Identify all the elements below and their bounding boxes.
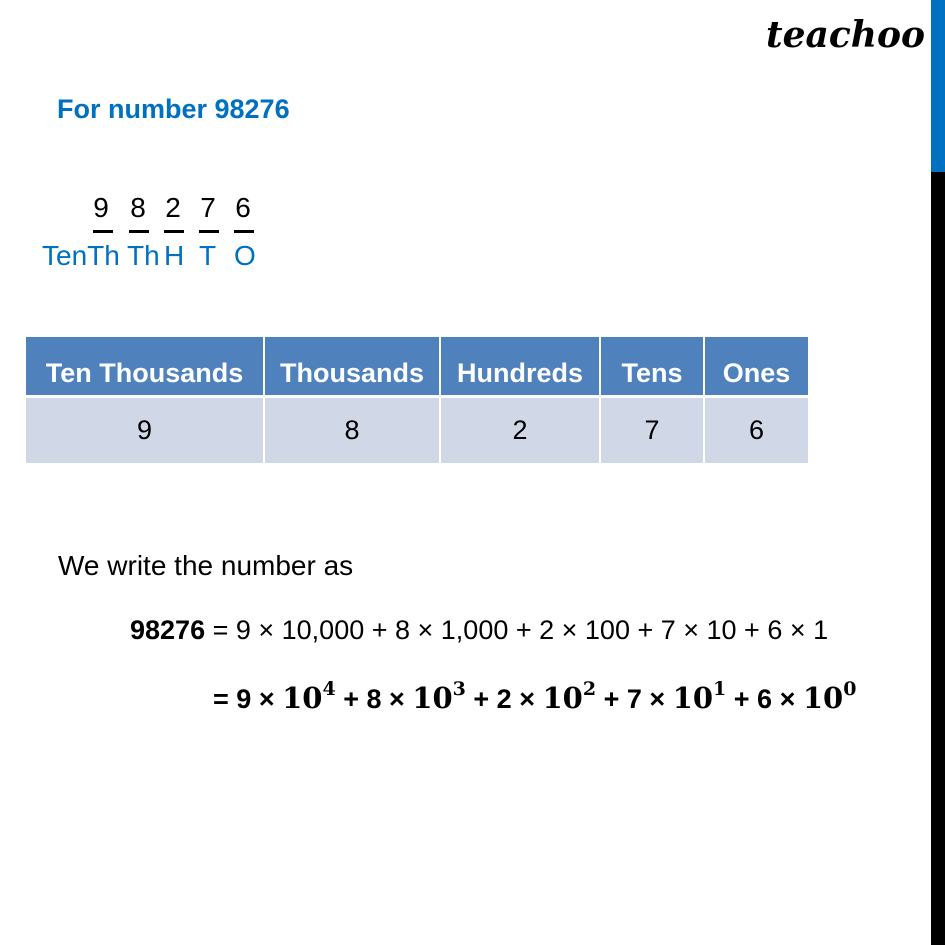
- term-coef: 9: [236, 684, 252, 714]
- power-base: 10: [802, 681, 844, 715]
- table-header-row: [26, 337, 808, 396]
- exponent-form-line: [213, 678, 857, 715]
- place-label-hundreds: H: [164, 240, 185, 271]
- term-coef: 7: [626, 684, 642, 714]
- teachoo-logo: teachoo: [766, 14, 925, 56]
- power-exponent: 4: [322, 678, 336, 701]
- digit-ones: 6: [235, 192, 251, 223]
- header-hundreds: Hundreds: [440, 337, 600, 396]
- cell-tens: 7: [600, 396, 704, 463]
- header-ten-thousands: Ten Thousands: [26, 337, 264, 396]
- power-exponent: 0: [843, 678, 857, 701]
- term-coef: 8: [366, 684, 382, 714]
- term-coef: 2: [496, 684, 512, 714]
- header-thousands: Thousands: [264, 337, 440, 396]
- page-heading: For number 98276: [57, 94, 290, 124]
- power-base: 10: [542, 681, 583, 715]
- place-label-ten-thousands: TenTh: [42, 240, 120, 271]
- power-term: [672, 678, 727, 715]
- underline-dash: [164, 230, 184, 233]
- expanded-form-line: [130, 615, 828, 646]
- expanded-rhs: = 9 × 10,000 + 8 × 1,000 + 2 × 100 + 7 × 10 + 6 × 1: [205, 615, 829, 645]
- power-term: [802, 678, 857, 715]
- side-accent-bar-blue: [931, 0, 945, 172]
- cell-hundreds: 2: [440, 396, 600, 463]
- digit-tens: 7: [200, 192, 216, 223]
- power-exponent: 1: [713, 678, 727, 701]
- plus-sign: +: [465, 684, 497, 714]
- term-coef: 6: [757, 684, 773, 714]
- underline-dash: [129, 230, 149, 233]
- power-exponent: 3: [452, 678, 466, 701]
- underline-dash: [93, 230, 113, 233]
- expanded-number: 98276: [130, 615, 206, 645]
- times-sign: ×: [381, 684, 413, 714]
- plus-sign: +: [596, 684, 627, 714]
- place-label-thousands: Th: [127, 240, 160, 271]
- power-base: 10: [412, 681, 453, 715]
- header-tens: Tens: [600, 337, 704, 396]
- place-value-table: [26, 337, 808, 463]
- times-sign: ×: [511, 684, 543, 714]
- times-sign: ×: [772, 684, 803, 714]
- power-term: [412, 678, 466, 715]
- underline-dash: [199, 230, 219, 233]
- place-label-ones: O: [234, 240, 256, 271]
- power-base: 10: [672, 681, 714, 715]
- times-sign: ×: [251, 684, 283, 714]
- intro-text: We write the number as: [58, 550, 354, 581]
- plus-sign: +: [726, 684, 758, 714]
- power-exponent: 2: [582, 678, 597, 701]
- digit-hundreds: 2: [165, 192, 181, 223]
- side-accent-bar-black: [931, 172, 945, 945]
- power-base: 10: [282, 681, 323, 715]
- place-label-tens: T: [199, 240, 217, 271]
- power-term: [282, 678, 336, 715]
- table-row: [26, 396, 808, 463]
- cell-ones: 6: [704, 396, 808, 463]
- power-term: [542, 678, 597, 715]
- underline-dash: [234, 230, 254, 233]
- digit-ten-thousands: 9: [93, 192, 109, 223]
- header-ones: Ones: [704, 337, 808, 396]
- times-sign: ×: [641, 684, 673, 714]
- plus-sign: +: [335, 684, 367, 714]
- cell-ten-thousands: 9: [26, 396, 264, 463]
- equals-sign: =: [213, 684, 237, 714]
- digit-thousands: 8: [130, 192, 146, 223]
- cell-thousands: 8: [264, 396, 440, 463]
